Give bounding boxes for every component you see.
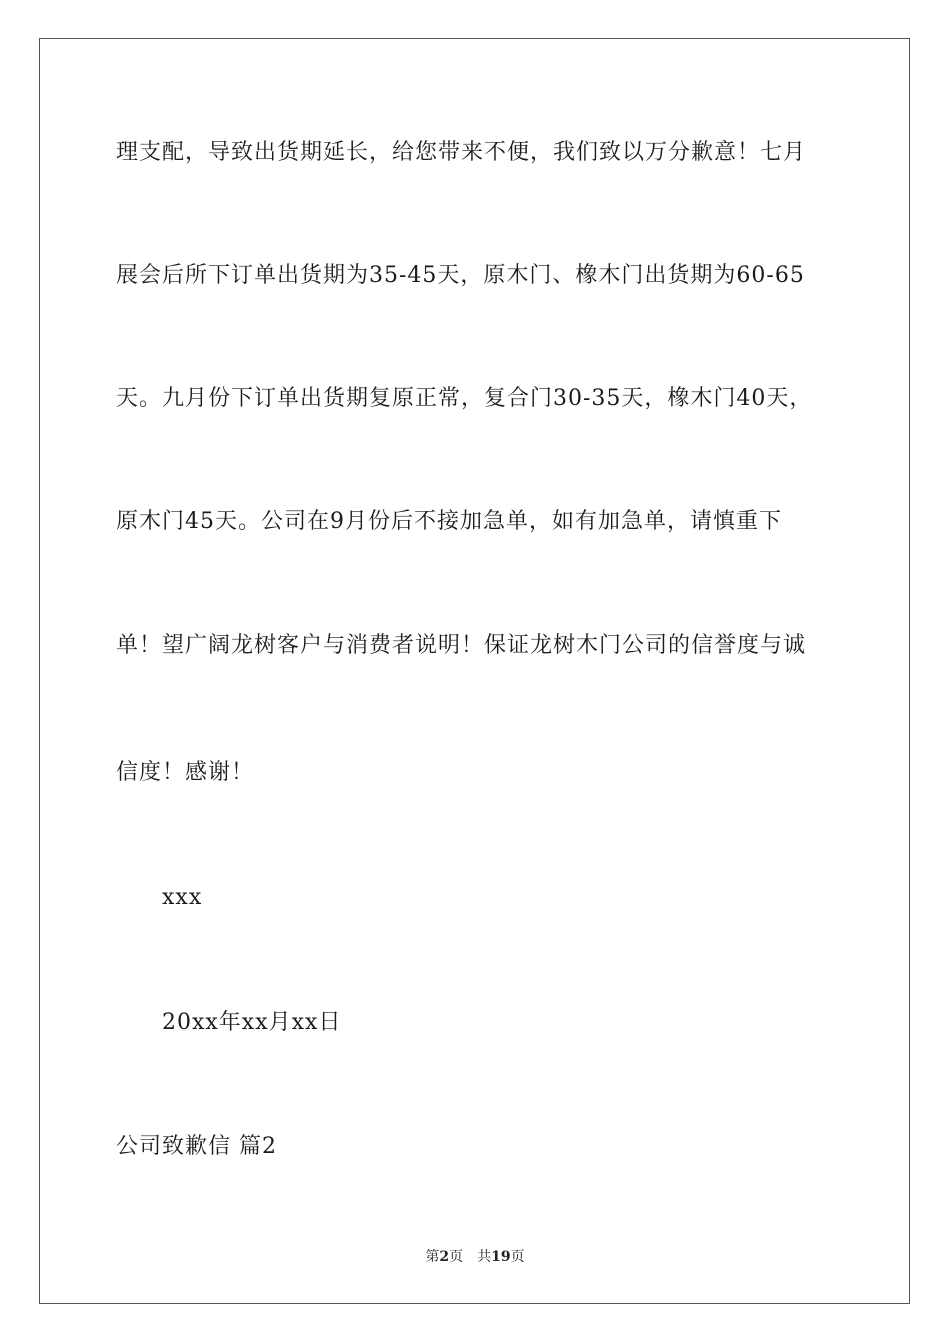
body-line-1: 理支配，导致出货期延长，给您带来不便，我们致以万分歉意！七月 (116, 140, 807, 165)
section-title: 公司致歉信 篇2 (116, 1134, 277, 1159)
page-number: 2 (439, 1249, 450, 1265)
body-line-4: 原木门45天。公司在9月份后不接加急单，如有加急单，请慎重下 (116, 509, 782, 534)
total-prefix: 共 (477, 1249, 492, 1265)
body-line-5: 单！望广阔龙树客户与消费者说明！保证龙树木门公司的信誉度与诚 (116, 633, 807, 658)
page-footer (0, 1248, 950, 1266)
page-border (39, 38, 910, 1304)
body-line-2: 展会后所下订单出货期为35-45天，原木门、橡木门出货期为60-65 (116, 263, 805, 288)
total-pages: 19 (491, 1249, 511, 1265)
body-line-3: 天。九月份下订单出货期复原正常，复合门30-35天，橡木门40天， (116, 386, 813, 411)
signature: xxx (162, 885, 203, 910)
date-line: 20xx年xx月xx日 (162, 1010, 342, 1035)
page-suffix: 页 (449, 1249, 464, 1265)
page-prefix: 第 (425, 1249, 440, 1265)
total-suffix: 页 (510, 1249, 525, 1265)
body-line-6: 信度！感谢！ (116, 760, 255, 785)
